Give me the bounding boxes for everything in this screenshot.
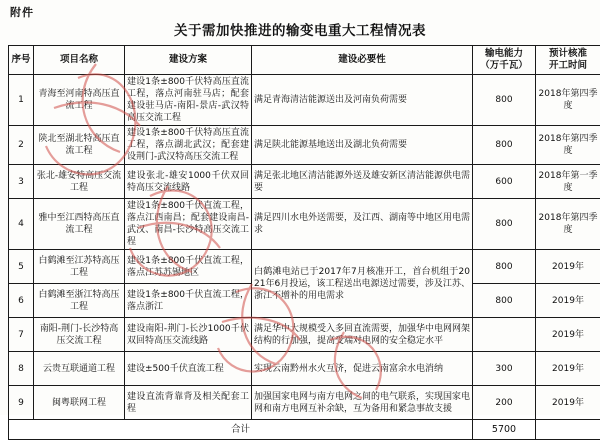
table-row [9, 250, 600, 284]
cell-time: 2018年第四季度 [536, 199, 600, 250]
table-row [9, 199, 600, 250]
cell-need: 满足华中大规模受入多回直流需要，加强华中电网网架结构的行加强，提高受端对电网的安全稳定水平 [252, 318, 473, 352]
cell-capacity: 800 [473, 284, 536, 318]
cell-index: 6 [9, 284, 34, 318]
table-row [9, 318, 600, 352]
total-label: 合计 [9, 420, 473, 440]
cell-plan: 建设1条±800千伏特高压直流工程，落点湖北武汉；配套建设荆门-武汉特高压交流工程 [125, 126, 252, 165]
cell-capacity: 800 [473, 199, 536, 250]
column-header-plan: 建设方案 [125, 46, 252, 75]
column-header-time-line2: 开工时间 [537, 60, 599, 72]
cell-need: 满足青海清洁能源送出及河南负荷需要 [252, 75, 473, 126]
cell-capacity: 800 [473, 75, 536, 126]
cell-time: 2019年 [536, 250, 600, 284]
cell-need: 满足张北地区清洁能源外送及雄安新区清洁能源供电需要 [252, 165, 473, 199]
page-title: 关于需加快推进的输变电重大工程情况表 [8, 21, 592, 41]
cell-capacity: 600 [473, 165, 536, 199]
cell-capacity [473, 318, 536, 352]
cell-plan: 建设±500千伏直流工程 [125, 352, 252, 386]
cell-need: 满足陕北能源基地送出及湖北负荷需要 [252, 126, 473, 165]
cell-index: 8 [9, 352, 34, 386]
column-header-name: 项目名称 [34, 46, 125, 75]
cell-capacity: 200 [473, 386, 536, 420]
cell-capacity: 300 [473, 352, 536, 386]
cell-need: 实现云南黔州水火互济，促进云南富余水电消纳 [252, 352, 473, 386]
attachment-label: 附件 [10, 6, 592, 20]
cell-index: 2 [9, 126, 34, 165]
cell-name: 白鹤滩至江苏特高压工程 [34, 250, 125, 284]
cell-index: 7 [9, 318, 34, 352]
cell-plan: 建设1条±800千伏直流工程，落点江苏苏锡地区 [125, 250, 252, 284]
column-header-time-line1: 预计核准 [537, 48, 599, 60]
cell-plan: 建设1条±800千伏直流工程，落点浙江 [125, 284, 252, 318]
cell-index: 5 [9, 250, 34, 284]
column-header-time [536, 46, 600, 75]
cell-index: 1 [9, 75, 34, 126]
table-row [9, 352, 600, 386]
cell-index: 9 [9, 386, 34, 420]
cell-name: 张北-雄安特高压交流工程 [34, 165, 125, 199]
column-header-capacity [473, 46, 536, 75]
cell-need: 白鹤滩电站已于2017年7月核准开工，首台机组于2021年6月投运，该工程送出电源送过需要，涉及江苏、浙江不增补的用电需求 [252, 250, 473, 318]
column-header-need: 建设必要性 [252, 46, 473, 75]
cell-need: 满足四川水电外送需要，及江西、湖南等中地区用电需求 [252, 199, 473, 250]
cell-capacity: 800 [473, 250, 536, 284]
table-row [9, 75, 600, 126]
cell-name: 闽粤联网工程 [34, 386, 125, 420]
cell-name: 白鹤滩至浙江特高压工程 [34, 284, 125, 318]
cell-index: 3 [9, 165, 34, 199]
cell-need: 加强国家电网与南方电网之间的电气联系，实现国家电网和南方电网互补余缺，互为备用和紧急事故支援 [252, 386, 473, 420]
cell-plan: 建设1条±800千伏直流工程，落点江西南昌；配套建设南昌-武汉、南昌-长沙特高压交流工程 [125, 199, 252, 250]
cell-name: 云贵互联通道工程 [34, 352, 125, 386]
table-header-row [9, 46, 600, 75]
total-capacity: 5700 [473, 420, 536, 440]
cell-time: 2018年第四季度 [536, 75, 600, 126]
cell-capacity: 800 [473, 126, 536, 165]
cell-plan: 建设南阳-荆门-长沙1000千伏双回特高压交流线路 [125, 318, 252, 352]
table-total-row [9, 420, 600, 440]
cell-time: 2018年第四季度 [536, 126, 600, 165]
column-header-capacity-line1: 输电能力 [474, 48, 534, 60]
table-row [9, 386, 600, 420]
column-header-index: 序号 [9, 46, 34, 75]
cell-plan: 建设张北-雄安1000千伏双回特高压交流线路 [125, 165, 252, 199]
projects-table [8, 45, 600, 440]
cell-index: 4 [9, 199, 34, 250]
cell-time: 2019年 [536, 386, 600, 420]
cell-time: 2019年 [536, 352, 600, 386]
cell-time: 2019年 [536, 284, 600, 318]
cell-name: 青海至河南特高压直流工程 [34, 75, 125, 126]
cell-name: 陕北至湖北特高压直流工程 [34, 126, 125, 165]
total-time-empty [536, 420, 600, 440]
table-row [9, 126, 600, 165]
cell-time: 2018年第一季度 [536, 165, 600, 199]
table-row [9, 165, 600, 199]
cell-name: 南阳-荆门-长沙特高压交流工程 [34, 318, 125, 352]
cell-name: 雅中至江西特高压直流工程 [34, 199, 125, 250]
column-header-capacity-line2: （万千瓦） [474, 60, 534, 72]
cell-plan: 建设1条±800千伏特高压直流工程，落点河南驻马店；配套建设驻马店-南阳-景店-武汉特高压交流工程 [125, 75, 252, 126]
cell-plan: 建设直流背靠背及相关配套工程 [125, 386, 252, 420]
cell-time: 2019年 [536, 318, 600, 352]
